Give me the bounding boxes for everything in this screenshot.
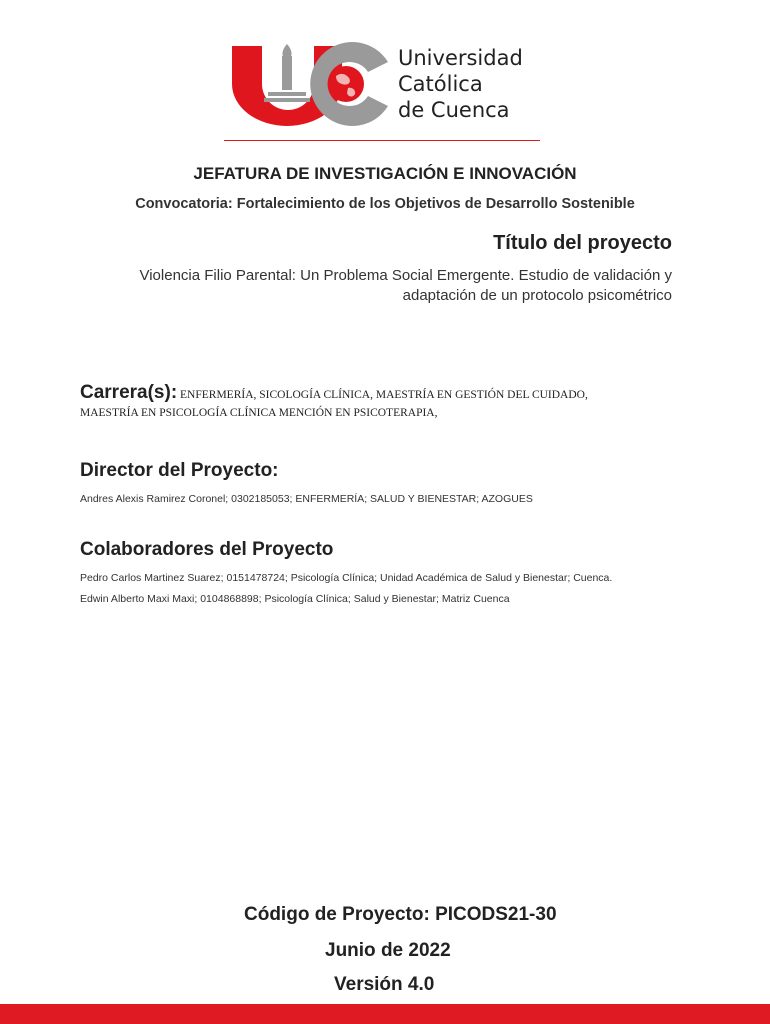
director-heading: Director del Proyecto: <box>80 460 279 481</box>
footer-bar <box>0 1004 770 1024</box>
project-version: Versión 4.0 <box>334 974 435 995</box>
carrera-line-2: MAESTRÍA EN PSICOLOGÍA CLÍNICA MENCIÓN EN PSICOTERAPIA, <box>80 407 438 419</box>
project-code: Código de Proyecto: PICODS21-30 <box>244 904 557 925</box>
carrera-label: Carrera(s): <box>80 382 178 403</box>
project-description-line-1: Violencia Filio Parental: Un Problema Social Emergente. Estudio de validación y <box>139 267 672 284</box>
call-title: Convocatoria: Fortalecimiento de los Objetivos de Desarrollo Sostenible <box>135 196 635 212</box>
header-divider <box>224 140 540 141</box>
project-description <box>32 266 672 306</box>
project-date: Junio de 2022 <box>325 940 451 961</box>
project-description-line-2: adaptación de un protocolo psicométrico <box>402 287 672 304</box>
brand-line-3: de Cuenca <box>398 98 510 122</box>
collaborator-item: Edwin Alberto Maxi Maxi; 0104868898; Psicología Clínica; Salud y Bienestar; Matriz Cuenca <box>80 593 510 605</box>
uc-logo-mark <box>228 40 398 128</box>
brand-line-1: Universidad <box>398 46 523 70</box>
director-details: Andres Alexis Ramirez Coronel; 0302185053; ENFERMERÍA; SALUD Y BIENESTAR; AZOGUES <box>80 493 533 505</box>
collaborator-item: Pedro Carlos Martinez Suarez; 0151478724; Psicología Clínica; Unidad Académica de Salud y Bienestar; Cuenca. <box>80 572 613 584</box>
collaborators-heading: Colaboradores del Proyecto <box>80 539 334 560</box>
carrera-line-1: ENFERMERÍA, SICOLOGÍA CLÍNICA, MAESTRÍA EN GESTIÓN DEL CUIDADO, <box>180 389 588 401</box>
brand-line-2: Católica <box>398 72 483 96</box>
project-heading: Título del proyecto <box>493 232 672 254</box>
carrera-section <box>80 382 700 424</box>
department-title: JEFATURA DE INVESTIGACIÓN E INNOVACIÓN <box>193 164 577 183</box>
